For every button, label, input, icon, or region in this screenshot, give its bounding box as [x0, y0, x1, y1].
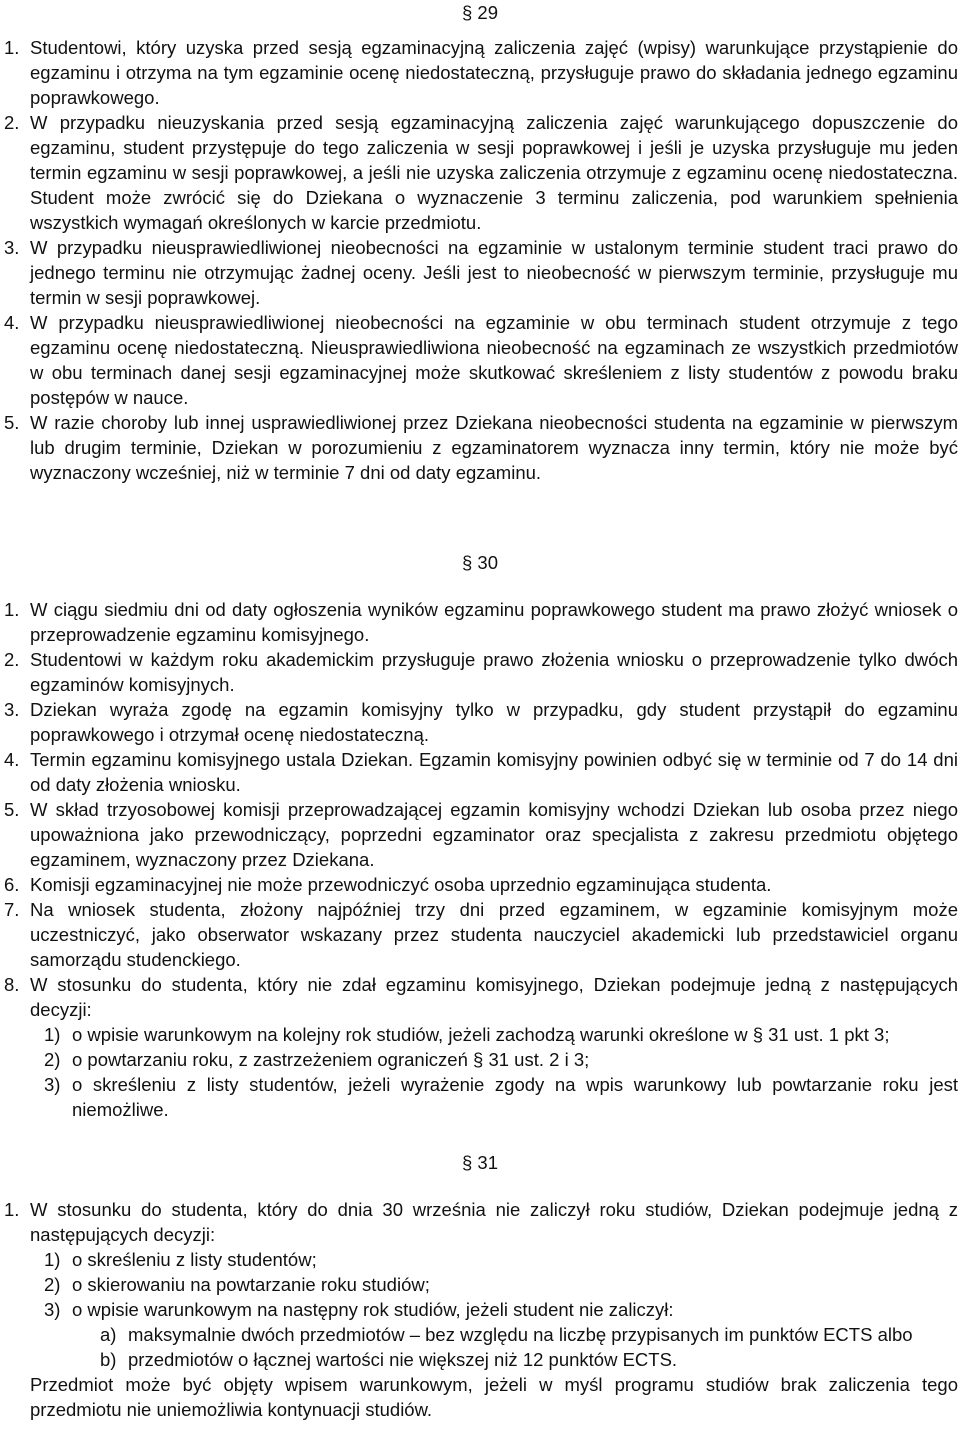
sub-item-number: 2): [44, 1049, 61, 1070]
section-heading: § 31: [461, 1152, 498, 1173]
paragraph-number: 8.: [4, 974, 20, 995]
sub-item: [0, 1247, 958, 1272]
paragraph-text: W ciągu siedmiu dni od daty ogłoszenia wyników egzaminu poprawkowego student ma prawo złożyć wniosek o przeprowadzenie egzaminu komisyjnego.: [30, 599, 958, 645]
sub-item: [0, 1272, 958, 1297]
paragraph: [0, 35, 958, 110]
section-heading: § 29: [461, 2, 498, 23]
sub-item: [0, 1047, 958, 1072]
sub-sub-item-number: a): [100, 1324, 117, 1345]
section-31: [0, 1150, 960, 1422]
sub-item-number: 1): [44, 1249, 61, 1270]
paragraph-number: 5.: [4, 799, 20, 820]
paragraph-text: W przypadku nieusprawiedliwionej nieobecności na egzaminie w ustalonym terminie student traci prawo do jednego terminu nie otrzymując żadnej oceny. Jeśli jest to nieobecność w pierwszym terminie, przysługuje mu termin w sesji poprawkowej.: [30, 237, 958, 308]
paragraph-number: 3.: [4, 699, 20, 720]
sub-item-text: o wpisie warunkowym na kolejny rok studiów, jeżeli zachodzą warunki określone w § 31 ust. 1 pkt 3;: [72, 1024, 890, 1045]
paragraph-number: 1.: [4, 37, 20, 58]
sub-item-text: o skierowaniu na powtarzanie roku studiów;: [72, 1274, 430, 1295]
paragraph-number: 6.: [4, 874, 20, 895]
paragraph: [0, 697, 958, 747]
paragraph: [0, 235, 958, 310]
sub-item-text: o wpisie warunkowym na następny rok studiów, jeżeli student nie zaliczył:: [72, 1299, 674, 1320]
paragraph: [0, 797, 958, 872]
sub-item: [0, 1022, 958, 1047]
paragraph-text: W skład trzyosobowej komisji przeprowadzającej egzamin komisyjny wchodzi Dziekan lub osoba przez niego upoważniona jako przewodniczący, poprzedni egzaminator oraz specjalista z zakresu przedmiotu objętego egzaminem, wyznaczony przez Dziekana.: [30, 799, 958, 870]
sub-item-number: 3): [44, 1074, 61, 1095]
paragraph: [0, 310, 958, 410]
sub-item-text: o skreśleniu z listy studentów, jeżeli wyrażenie zgody na wpis warunkowy lub powtarzanie roku jest niemożliwe.: [72, 1074, 958, 1120]
paragraph: [0, 410, 958, 485]
paragraph: [0, 647, 958, 697]
sub-item-number: 3): [44, 1299, 61, 1320]
section-29: [0, 0, 960, 485]
paragraph-text: Studentowi w każdym roku akademickim przysługuje prawo złożenia wniosku o przeprowadzenie tylko dwóch egzaminów komisyjnych.: [30, 649, 958, 695]
sub-item-number: 1): [44, 1024, 61, 1045]
sub-sub-item: [0, 1322, 958, 1347]
paragraph: [0, 110, 958, 235]
paragraph: [0, 1197, 958, 1247]
paragraph-text: Dziekan wyraża zgodę na egzamin komisyjny tylko w przypadku, gdy student przystąpił do egzaminu poprawkowego i otrzymał ocenę niedostateczną.: [30, 699, 958, 745]
sub-item-number: 2): [44, 1274, 61, 1295]
closing-paragraph: Przedmiot może być objęty wpisem warunkowym, jeżeli w myśl programu studiów brak zaliczenia tego przedmiotu nie uniemożliwia kontynuacji studiów.: [30, 1374, 958, 1420]
sub-item: [0, 1072, 958, 1122]
paragraph-text: W przypadku nieusprawiedliwionej nieobecności na egzaminie w obu terminach student otrzymuje z tego egzaminu ocenę niedostateczną. Nieusprawiedliwiona nieobecność na egzaminach ze wszystkich przedmiotów w obu terminach danej sesji egzaminacyjnej może skutkować skreśleniem z listy studentów z powodu braku postępów w nauce.: [30, 312, 958, 408]
paragraph: [0, 747, 958, 797]
section-30: [0, 550, 960, 1122]
paragraph-text: Studentowi, który uzyska przed sesją egzaminacyjną zaliczenia zajęć (wpisy) warunkujące przystąpienie do egzaminu i otrzyma na tym egzaminie ocenę niedostateczną, przysługuje prawo do składania jednego egzaminu poprawkowego.: [30, 37, 958, 108]
paragraph-text: W stosunku do studenta, który nie zdał egzaminu komisyjnego, Dziekan podejmuje jedną z następujących decyzji:: [30, 974, 958, 1020]
paragraph-number: 5.: [4, 412, 20, 433]
paragraph-text: Termin egzaminu komisyjnego ustala Dziekan. Egzamin komisyjny powinien odbyć się w terminie od 7 do 14 dni od daty złożenia wniosku.: [30, 749, 958, 795]
paragraph-number: 2.: [4, 649, 20, 670]
paragraph-text: W przypadku nieuzyskania przed sesją egzaminacyjną zaliczenia zajęć warunkującego dopuszczenie do egzaminu, student przystępuje do tego zaliczenia w sesji poprawkowej i jeśli je uzyska przysługuje mu jeden termin egzaminu w sesji poprawkowej, a jeśli nie uzyska zaliczenia otrzymuje z egzaminu ocenę niedostateczna. Student może zwrócić się do Dziekana o wyznaczenie 3 terminu zaliczenia, pod warunkiem spełnienia wszystkich wymagań określonych w karcie przedmiotu.: [30, 112, 958, 233]
paragraph-number: 2.: [4, 112, 20, 133]
section-heading: § 30: [461, 552, 498, 573]
paragraph-number: 1.: [4, 599, 20, 620]
sub-item-text: o skreśleniu z listy studentów;: [72, 1249, 317, 1270]
paragraph-number: 3.: [4, 237, 20, 258]
sub-sub-item-text: maksymalnie dwóch przedmiotów – bez względu na liczbę przypisanych im punktów ECTS albo: [128, 1324, 913, 1345]
paragraph-number: 4.: [4, 312, 20, 333]
paragraph: [0, 597, 958, 647]
sub-item-text: o powtarzaniu roku, z zastrzeżeniem ograniczeń § 31 ust. 2 i 3;: [72, 1049, 590, 1070]
paragraph: [0, 872, 958, 897]
paragraph-text: W stosunku do studenta, który do dnia 30 września nie zaliczył roku studiów, Dziekan podejmuje jedną z następujących decyzji:: [30, 1199, 958, 1245]
paragraph: [0, 897, 958, 972]
paragraph-number: 4.: [4, 749, 20, 770]
paragraph-number: 1.: [4, 1199, 20, 1220]
paragraph-number: 7.: [4, 899, 20, 920]
paragraph-text: Komisji egzaminacyjnej nie może przewodniczyć osoba uprzednio egzaminująca studenta.: [30, 874, 772, 895]
sub-item: [0, 1297, 958, 1322]
sub-sub-item: [0, 1347, 958, 1372]
paragraph-text: Na wniosek studenta, złożony najpóźniej trzy dni przed egzaminem, w egzaminie komisyjnym może uczestniczyć, jako obserwator wskazany przez studenta nauczyciel akademicki lub przedstawiciel organu samorządu studenckiego.: [30, 899, 958, 970]
sub-sub-item-text: przedmiotów o łącznej wartości nie większej niż 12 punktów ECTS.: [128, 1349, 678, 1370]
paragraph-text: W razie choroby lub innej usprawiedliwionej przez Dziekana nieobecności studenta na egzaminie w pierwszym lub drugim terminie, Dziekan w porozumieniu z egzaminatorem wyznacza inny termin, który nie może być wyznaczony wcześniej, niż w terminie 7 dni od daty egzaminu.: [30, 412, 958, 483]
sub-sub-item-number: b): [100, 1349, 117, 1370]
paragraph: [0, 972, 958, 1022]
